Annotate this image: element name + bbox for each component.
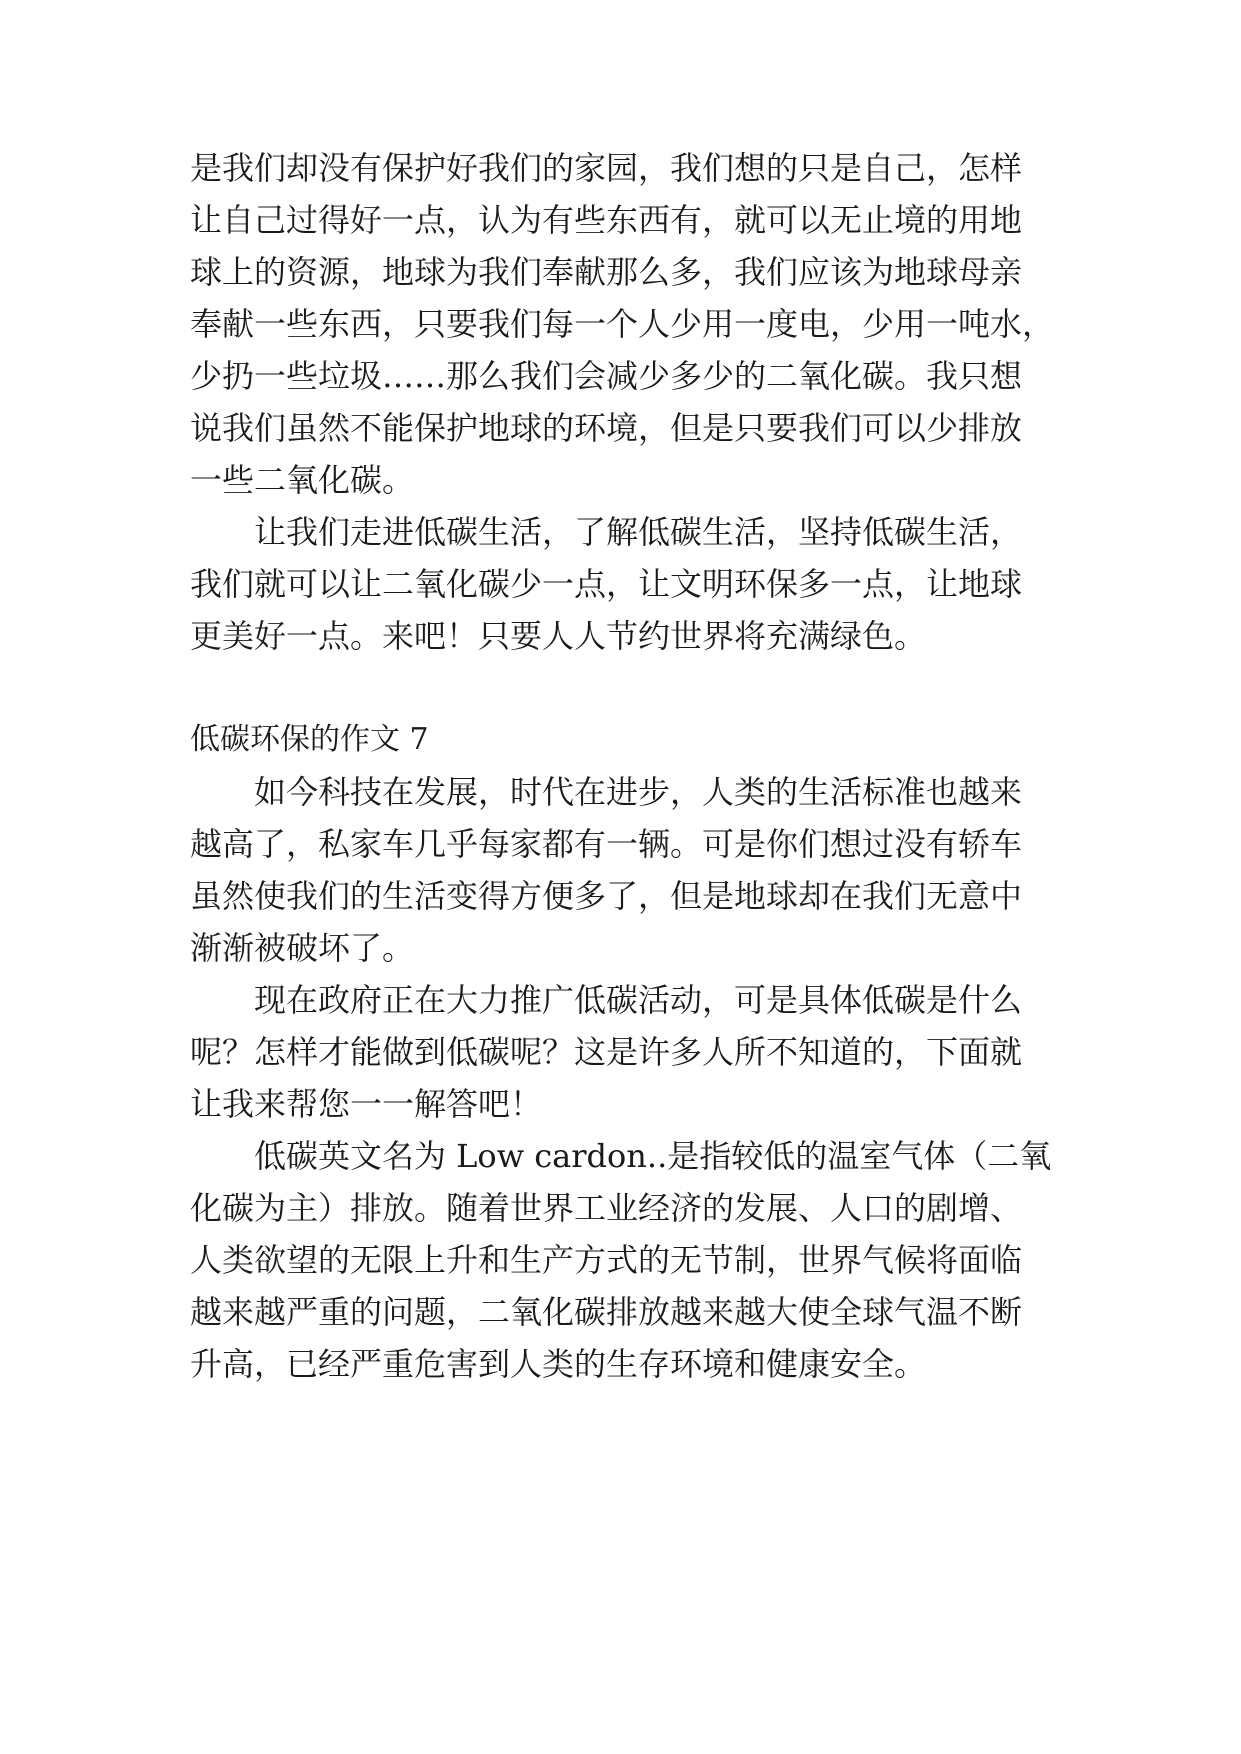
paragraph-first-line: 如今科技在发展，时代在进步，人类的生活标准也越来 bbox=[254, 773, 1023, 811]
paragraph-first-line: 现在政府正在大力推广低碳活动，可是具体低碳是什么 bbox=[254, 981, 1023, 1019]
text-line: 说我们虽然不能保护地球的环境，但是只要我们可以少排放 bbox=[190, 409, 1023, 447]
text-line: 升高，已经严重危害到人类的生存环境和健康安全。 bbox=[190, 1345, 927, 1383]
text-line: 化碳为主）排放。随着世界工业经济的发展、人口的剧增、 bbox=[190, 1189, 1023, 1227]
paragraph-first-line: 让我们走进低碳生活，了解低碳生活，坚持低碳生活， bbox=[254, 513, 1023, 551]
text-line: 越高了，私家车几乎每家都有一辆。可是你们想过没有轿车 bbox=[190, 825, 1023, 863]
text-line: 虽然使我们的生活变得方便多了，但是地球却在我们无意中 bbox=[190, 877, 1023, 915]
text-line: 我们就可以让二氧化碳少一点，让文明环保多一点，让地球 bbox=[190, 565, 1023, 603]
text-line: 是我们却没有保护好我们的家园，我们想的只是自己，怎样 bbox=[190, 149, 1023, 187]
paragraph-first-line: 低碳英文名为 Low cardon..是指较低的温室气体（二氧 bbox=[254, 1137, 1052, 1175]
text-line: 越来越严重的问题，二氧化碳排放越来越大使全球气温不断 bbox=[190, 1293, 1023, 1331]
text-line: 一些二氧化碳。 bbox=[190, 461, 415, 499]
text-line: 渐渐被破坏了。 bbox=[190, 929, 415, 967]
text-line: 呢？怎样才能做到低碳呢？这是许多人所不知道的，下面就 bbox=[190, 1033, 1023, 1071]
text-line: 人类欲望的无限上升和生产方式的无节制，世界气候将面临 bbox=[190, 1241, 1023, 1279]
text-line: 更美好一点。来吧！只要人人节约世界将充满绿色。 bbox=[190, 617, 927, 655]
text-line: 少扔一些垃圾……那么我们会减少多少的二氧化碳。我只想 bbox=[190, 357, 1023, 395]
section-heading: 低碳环保的作文 7 bbox=[190, 722, 429, 757]
text-line: 让我来帮您一一解答吧！ bbox=[190, 1085, 543, 1123]
text-line: 奉献一些东西，只要我们每一个人少用一度电，少用一吨水， bbox=[190, 305, 1055, 343]
text-line: 让自己过得好一点，认为有些东西有，就可以无止境的用地 bbox=[190, 201, 1023, 239]
text-line: 球上的资源，地球为我们奉献那么多，我们应该为地球母亲 bbox=[190, 253, 1023, 291]
